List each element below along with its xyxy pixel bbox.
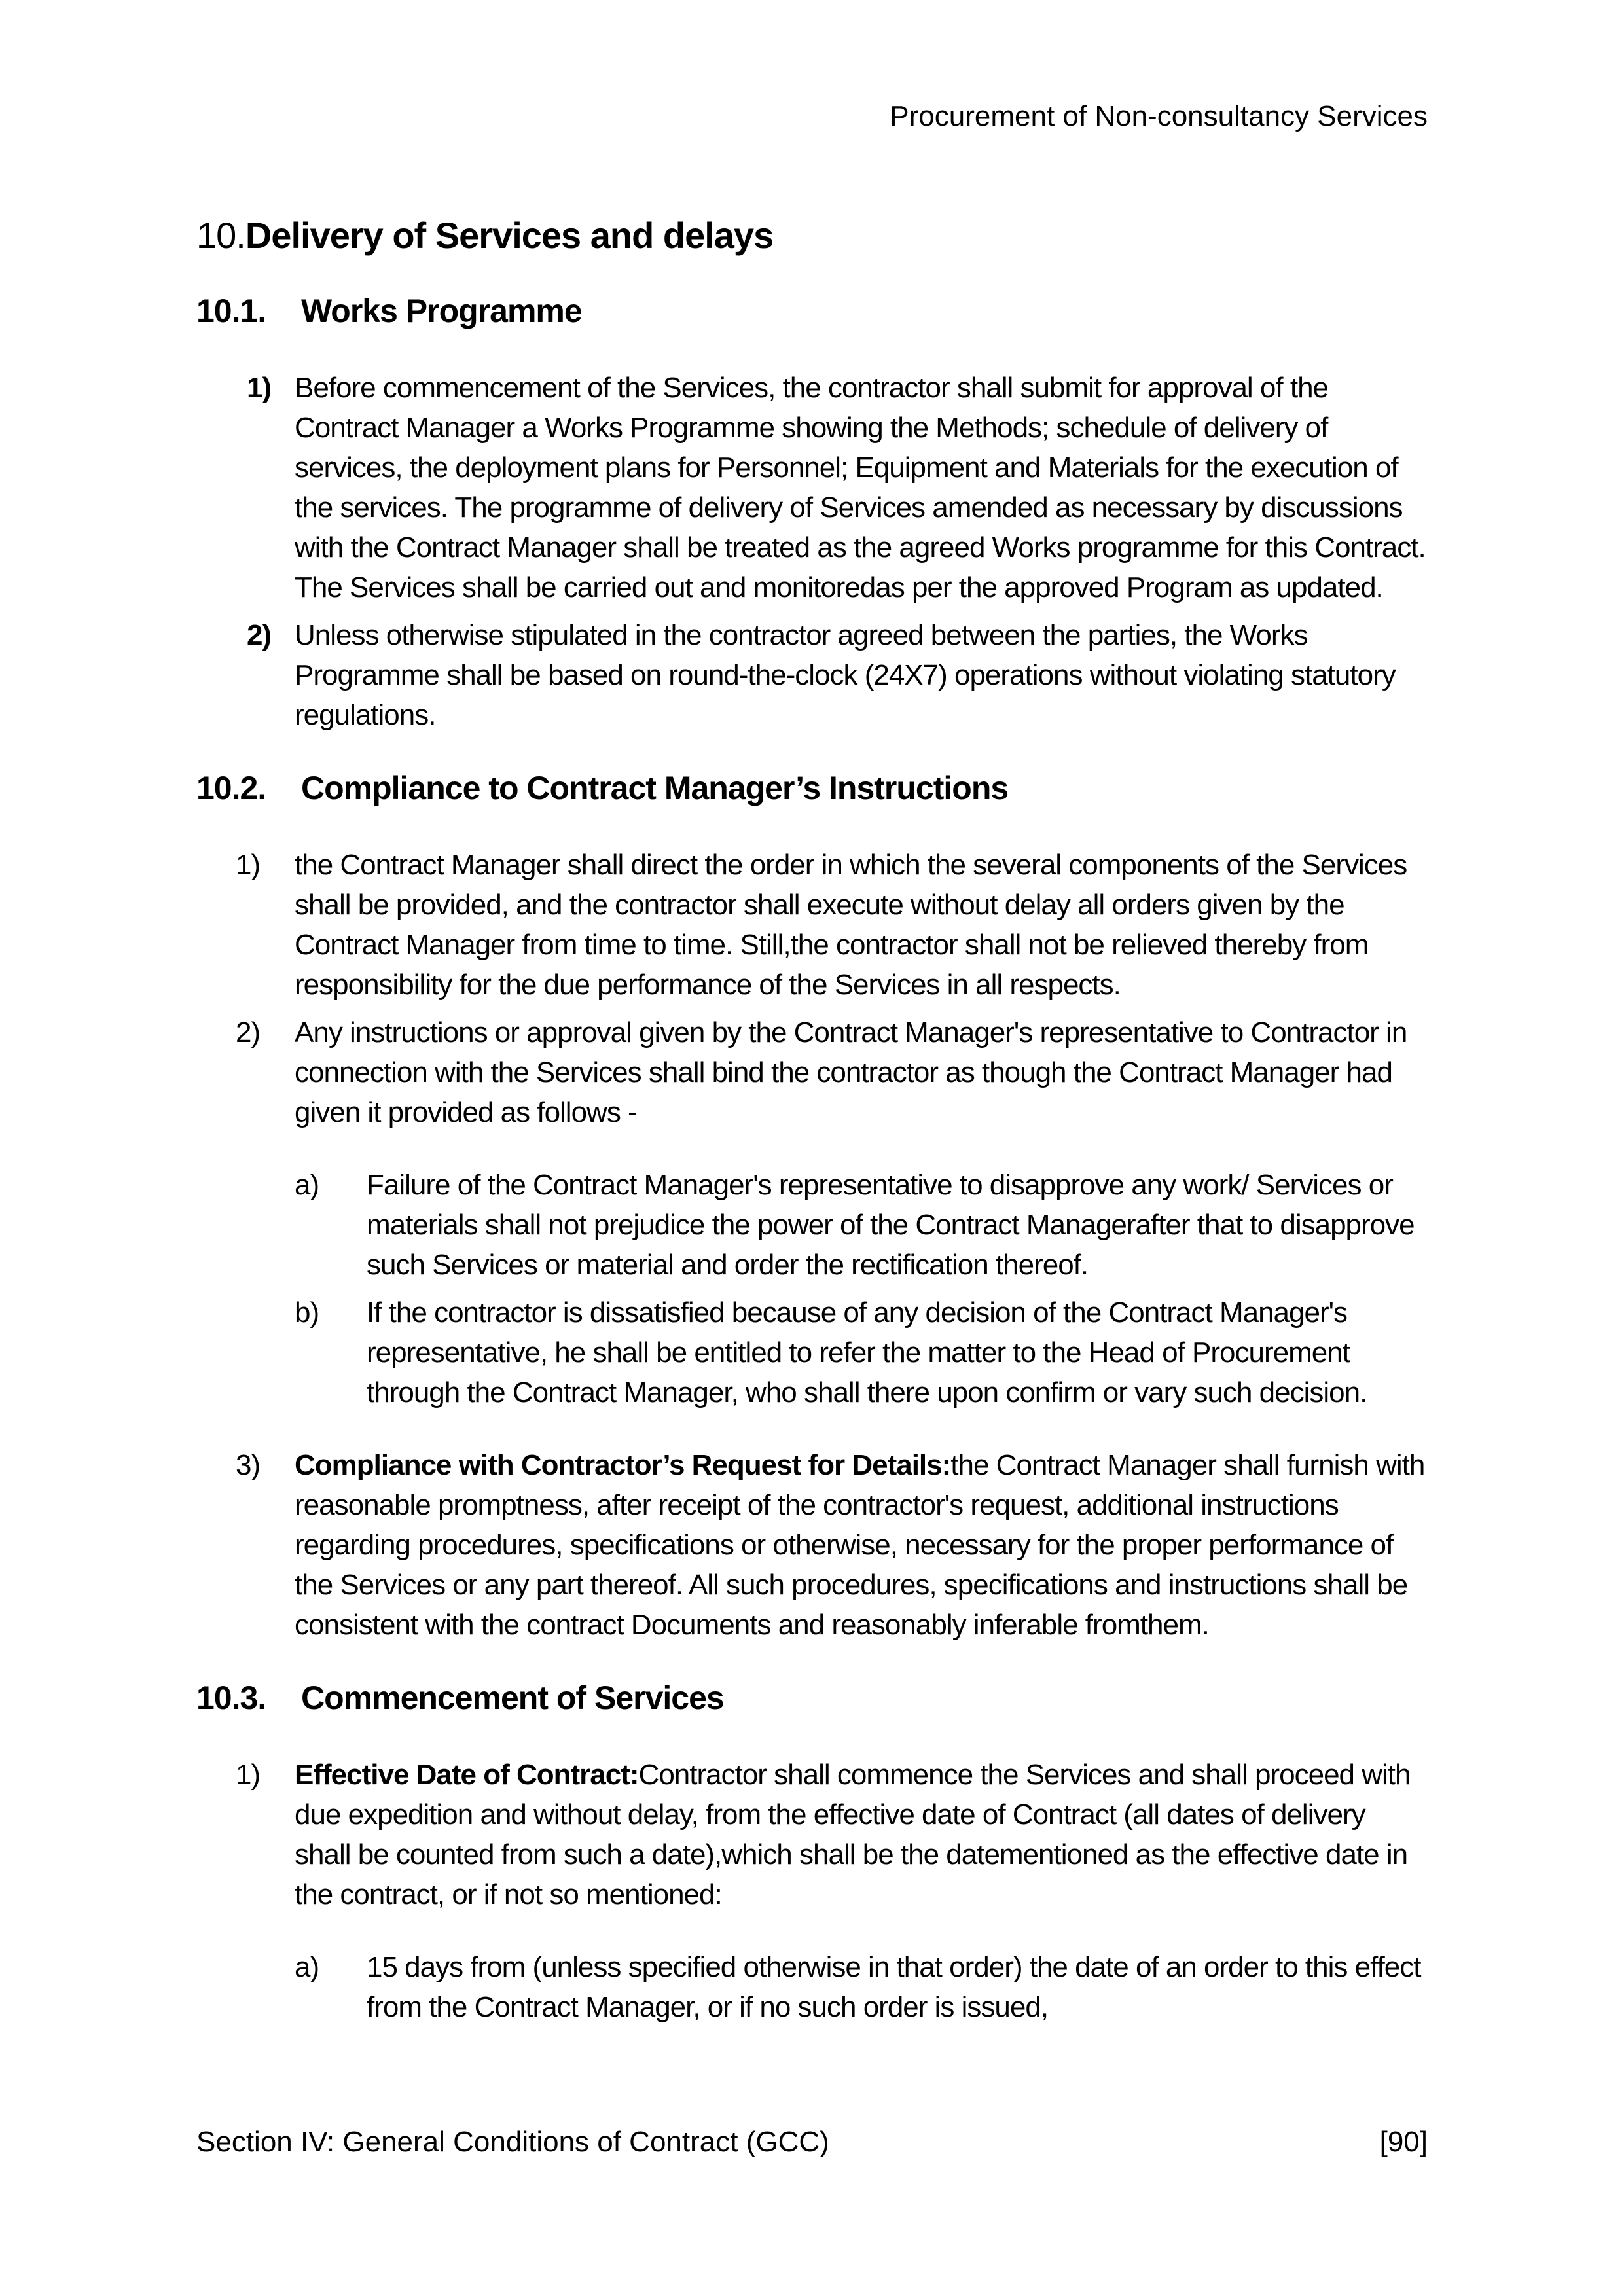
item-marker: 1) <box>247 372 272 404</box>
item-body: the Contract Manager shall furnish with reasonable promptness, after receipt of the contractor's request, additional instructions regarding procedures, specifications or otherwise, necessary for the proper performance of the Services or any part thereof. All such procedures, specifications and instructions shall be consistent with the contract Documents and reasonably inferable fromthem. <box>295 1449 1425 1641</box>
footer-text: Section IV: General Conditions of Contract (GCC) <box>196 2126 829 2158</box>
section-10-3-items <box>196 1755 1428 2027</box>
item-marker: a) <box>295 1951 319 1983</box>
section-10-2-items <box>196 845 1428 1645</box>
list-item <box>196 1445 1428 1645</box>
item-marker: a) <box>295 1169 319 1201</box>
sub-list-item <box>196 1293 1428 1412</box>
sub-list-item <box>196 1165 1428 1285</box>
sub-list-item <box>196 1947 1428 2027</box>
item-text <box>295 1755 1428 1914</box>
section-title: Compliance to Contract Manager’s Instructions <box>301 770 1009 806</box>
page-header <box>196 98 1428 135</box>
page-number: [90] <box>1379 2126 1428 2158</box>
title-number: 10. <box>196 215 245 256</box>
section-number: 10.3. <box>196 1679 266 1716</box>
item-marker: 2) <box>236 1016 261 1049</box>
list-item <box>196 1013 1428 1132</box>
section-number: 10.2. <box>196 770 266 806</box>
section-title: Works Programme <box>301 293 582 329</box>
item-bold-lead: Effective Date of Contract: <box>295 1759 639 1791</box>
item-bold-lead: Compliance with Contractor’s Request for Details: <box>295 1449 951 1481</box>
list-item <box>196 368 1428 607</box>
section-title: Commencement of Services <box>301 1679 724 1716</box>
item-text: If the contractor is dissatisfied because of any decision of the Contract Manager's representative, he shall be entitled to refer the matter to the Head of Procurement through the Contract Manager, who shall there upon confirm or vary such decision. <box>367 1297 1367 1408</box>
list-item <box>196 615 1428 735</box>
item-marker: b) <box>295 1297 319 1329</box>
page-footer <box>196 2124 1428 2161</box>
item-marker: 3) <box>236 1449 261 1481</box>
item-text: Unless otherwise stipulated in the contractor agreed between the parties, the Works Programme shall be based on round-the-clock (24X7) operations without violating statutory regulations. <box>295 619 1396 731</box>
header-text: Procurement of Non-consultancy Services <box>890 100 1428 132</box>
document-title <box>196 213 1428 258</box>
item-text: Before commencement of the Services, the contractor shall submit for approval of the Contract Manager a Works Programme showing the Methods; schedule of delivery of services, the deployment plans for Personnel; Equipment and Materials for the execution of the services. The programme of delivery of Services amended as necessary by discussions with the Contract Manager shall be treated as the agreed Works programme for this Contract. The Services shall be carried out and monitoredas per the approved Program as updated. <box>295 372 1426 603</box>
section-10-1-items <box>196 368 1428 735</box>
list-item <box>196 1755 1428 1914</box>
list-item <box>196 845 1428 1005</box>
item-body: Contractor shall commence the Services and shall proceed with due expedition and without delay, from the effective date of Contract (all dates of delivery shall be counted from such a date),which shall be the datementioned as the effective date in the contract, or if not so mentioned: <box>295 1759 1411 1910</box>
item-text <box>295 1445 1428 1645</box>
item-text: Any instructions or approval given by the Contract Manager's representative to Contractor in connection with the Services shall bind the contractor as though the Contract Manager had given it provided as follows - <box>295 1016 1407 1128</box>
item-text: Failure of the Contract Manager's representative to disapprove any work/ Services or materials shall not prejudice the power of the Contract Managerafter that to disapprove such Services or material and order the rectification thereof. <box>367 1169 1415 1281</box>
item-marker: 1) <box>236 849 261 881</box>
section-heading-10-2 <box>196 768 1428 808</box>
item-text: 15 days from (unless specified otherwise in that order) the date of an order to this effect from the Contract Manager, or if no such order is issued, <box>367 1951 1421 2023</box>
section-heading-10-1 <box>196 291 1428 331</box>
item-marker: 2) <box>247 619 272 651</box>
item-text: the Contract Manager shall direct the order in which the several components of the Services shall be provided, and the contractor shall execute without delay all orders given by the Contract Manager from time to time. Still,the contractor shall not be relieved thereby from responsibility for the due performance of the Services in all respects. <box>295 849 1407 1001</box>
section-heading-10-3 <box>196 1677 1428 1718</box>
section-number: 10.1. <box>196 293 266 329</box>
item-marker: 1) <box>236 1759 261 1791</box>
title-text: Delivery of Services and delays <box>245 215 774 256</box>
